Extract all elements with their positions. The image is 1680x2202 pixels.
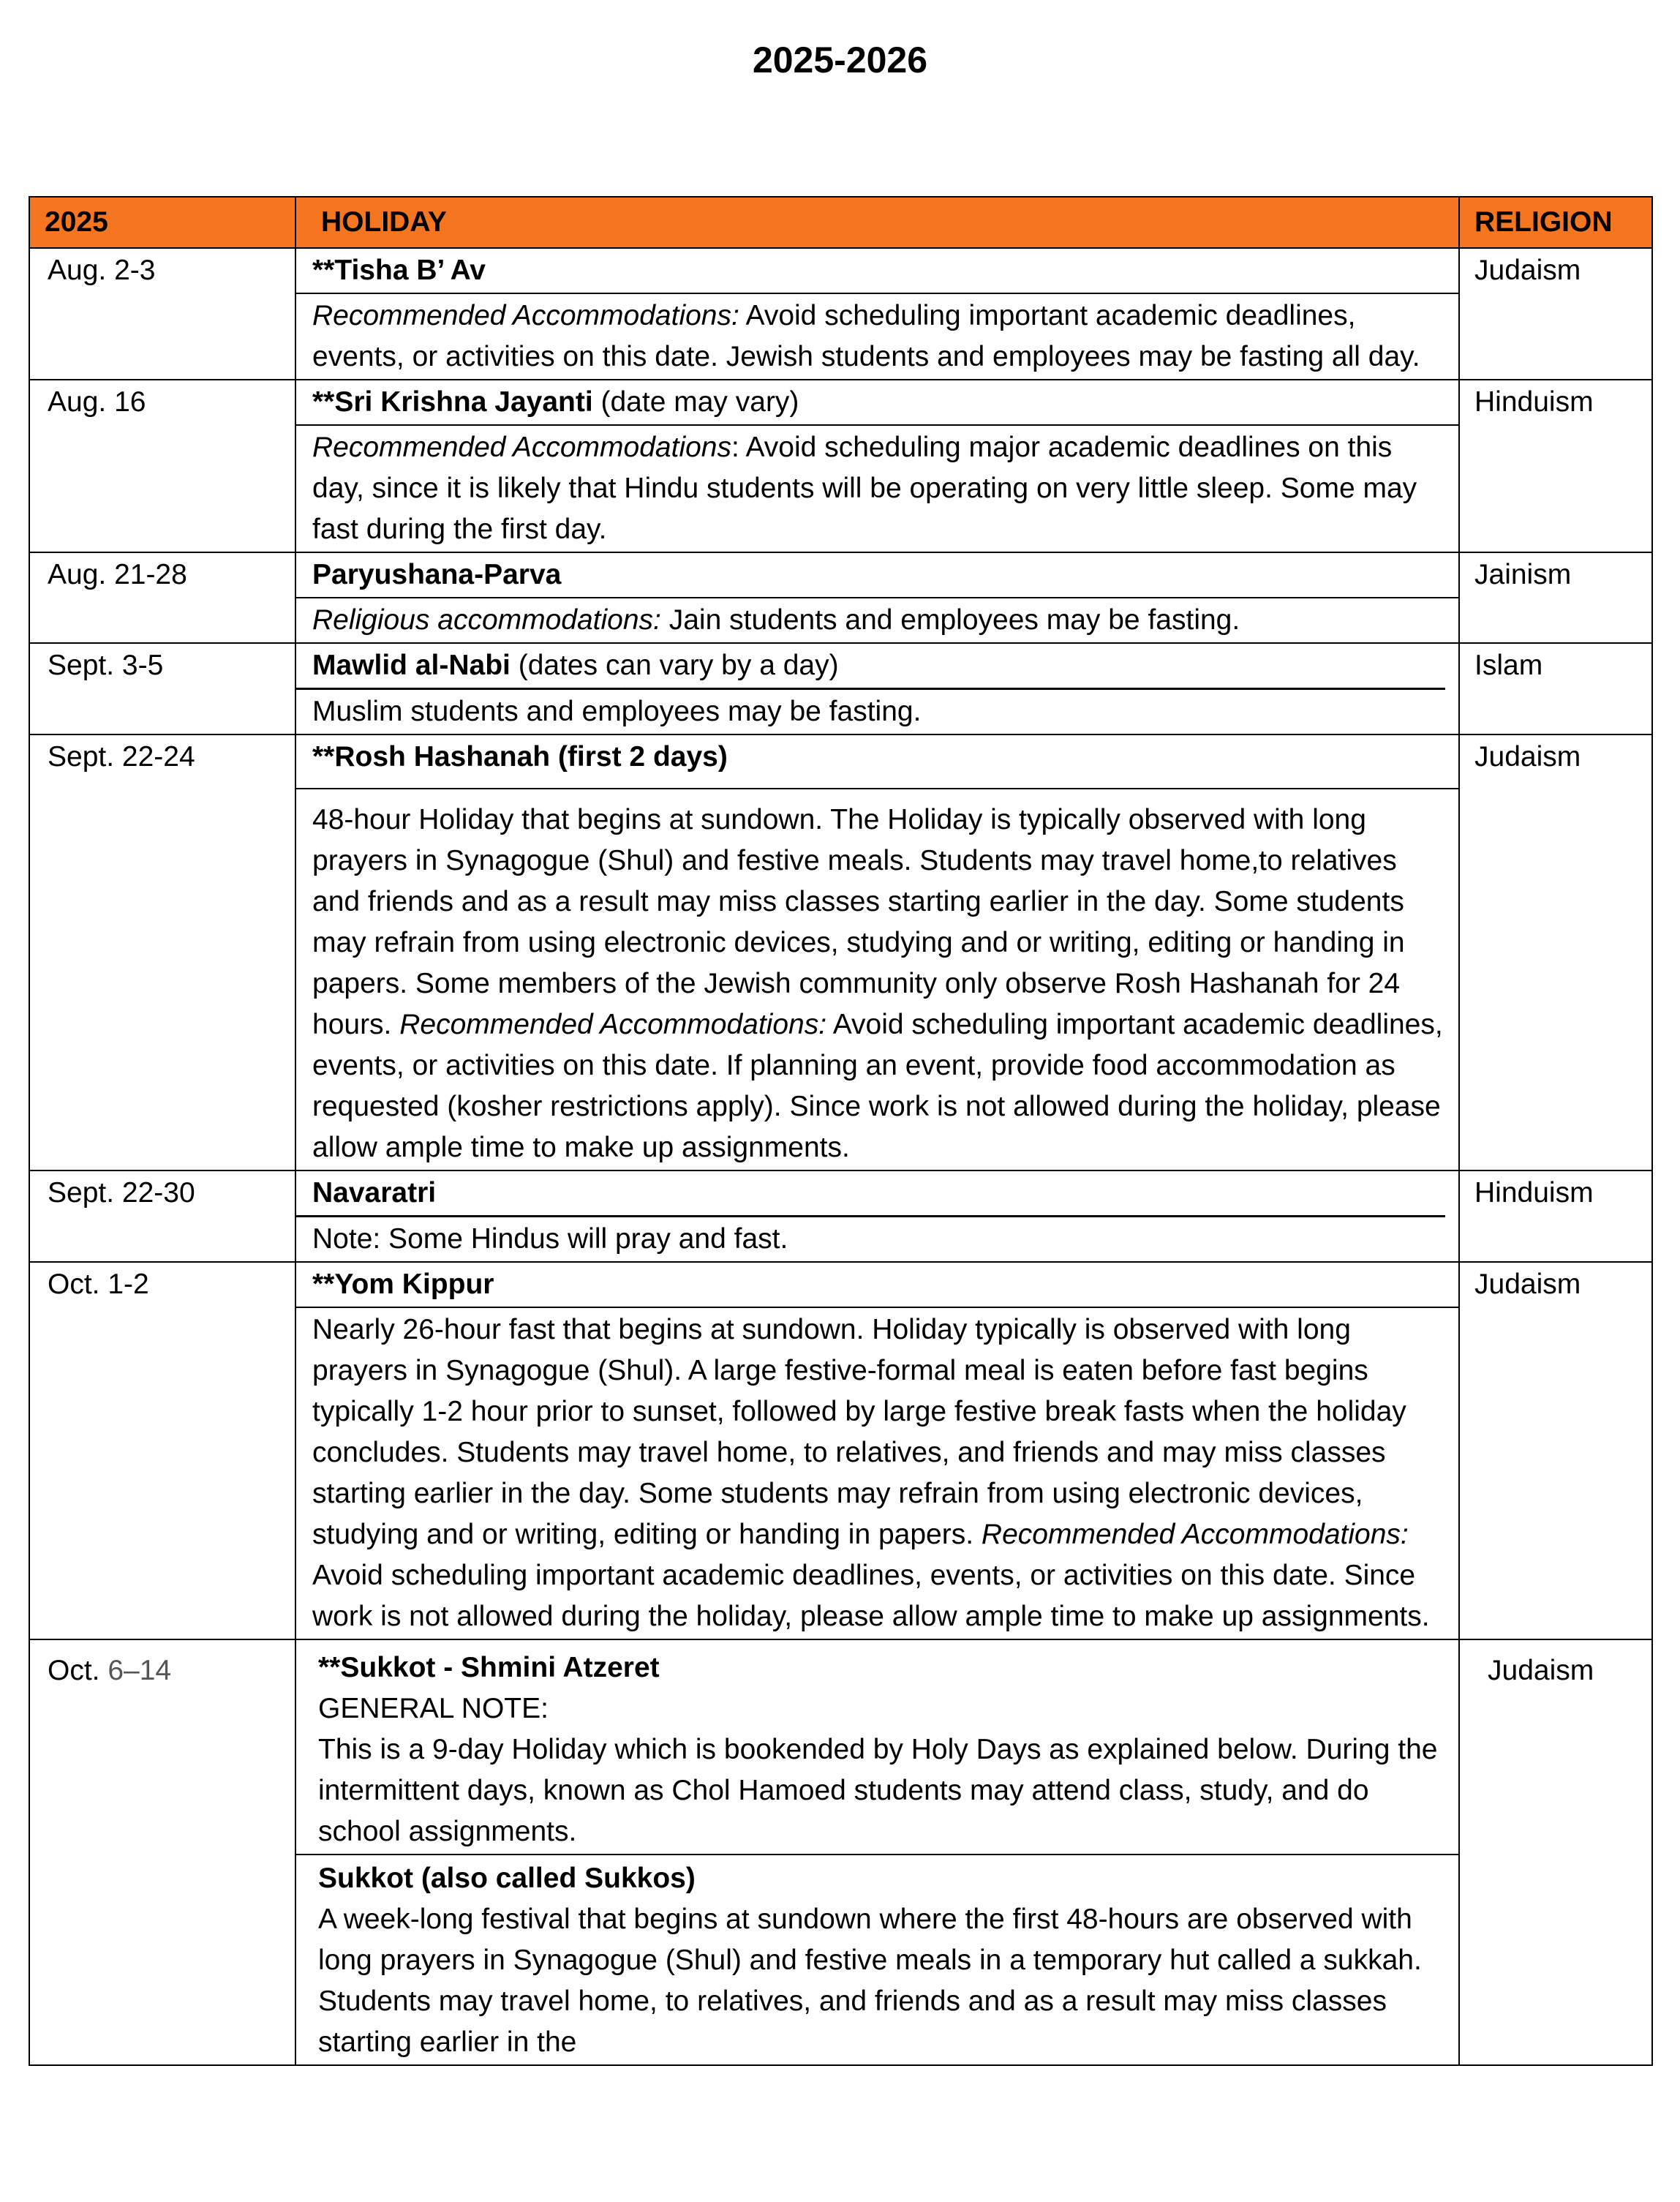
table-row	[29, 380, 1652, 552]
date-cell: Sept. 3-5	[29, 643, 295, 734]
holiday-description: Muslim students and employees may be fasting.	[312, 696, 922, 727]
table-row	[29, 552, 1652, 643]
holiday-title: **Sri Krishna Jayanti (date may vary)	[296, 380, 1458, 426]
religion-cell: Hinduism	[1459, 1170, 1652, 1262]
holiday-cell	[295, 643, 1459, 734]
religion-cell: Islam	[1459, 643, 1652, 734]
header-date: 2025	[29, 197, 295, 248]
holiday-cell	[295, 1170, 1459, 1262]
holiday-cell	[295, 248, 1459, 380]
header-religion: RELIGION	[1459, 197, 1652, 248]
holiday-description: Recommended Accommodations: Avoid scheduling important academic deadlines, events, or activities on this date. Jewish students and employees may be fasting all day.	[312, 300, 1420, 372]
holiday-description: Nearly 26-hour fast that begins at sundown. Holiday typically is observed with long prayers in Synagogue (Shul). A large festive-formal meal is eaten before fast begins typically 1-2 hour prior to sunset, followed by large festive break fasts when the holiday concludes. Students may travel home, to relatives, and friends and may miss classes starting earlier in the day. Some students may refrain from using electronic devices, studying and or writing, editing or handing in papers. Recommended Accommodations: Avoid scheduling important academic deadlines, events, or activities on this date. Since work is not allowed during the holiday, please allow ample time to make up assignments.	[312, 1314, 1430, 1632]
holiday-title: **Rosh Hashanah (first 2 days)	[296, 735, 1458, 789]
date-cell: Aug. 16	[29, 380, 295, 552]
holiday-table	[29, 196, 1653, 2066]
table-header-row	[29, 197, 1652, 248]
holiday-title: **Tisha B’ Av	[296, 249, 1458, 294]
holiday-title: Paryushana-Parva	[296, 553, 1458, 598]
date-cell: Aug. 2-3	[29, 248, 295, 380]
holiday-sub-block	[296, 1855, 1458, 2064]
religion-cell: Judaism	[1459, 734, 1652, 1170]
holiday-description: Religious accommodations: Jain students and employees may be fasting.	[312, 604, 1240, 636]
general-note-text: This is a 9-day Holiday which is bookended by Holy Days as explained below. During the intermittent days, known as Chol Hamoed students may attend class, study, and do school assignments.	[318, 1734, 1438, 1847]
holiday-description: Recommended Accommodations: Avoid scheduling major academic deadlines on this day, since it is likely that Hindu students will be operating on very little sleep. Some may fast during the first day.	[312, 432, 1417, 545]
holiday-general-block	[296, 1640, 1458, 1855]
holiday-title: **Yom Kippur	[296, 1263, 1458, 1308]
holiday-cell	[295, 734, 1459, 1170]
holiday-title: **Sukkot - Shmini Atzeret	[318, 1652, 660, 1683]
holiday-cell	[295, 1262, 1459, 1639]
header-holiday: HOLIDAY	[295, 197, 1459, 248]
holiday-cell	[295, 1639, 1459, 2065]
holiday-cell	[295, 552, 1459, 643]
general-note-label: GENERAL NOTE:	[318, 1693, 549, 1724]
holiday-description: Note: Some Hindus will pray and fast.	[312, 1223, 788, 1255]
date-cell: Aug. 21-28	[29, 552, 295, 643]
religion-cell: Jainism	[1459, 552, 1652, 643]
table-row	[29, 1170, 1652, 1262]
sub-holiday-title: Sukkot (also called Sukkos)	[318, 1863, 696, 1894]
religion-cell: Judaism	[1459, 1262, 1652, 1639]
date-cell: Sept. 22-30	[29, 1170, 295, 1262]
date-cell: Oct. 6–14	[29, 1639, 295, 2065]
table-row	[29, 1262, 1652, 1639]
holiday-description: 48-hour Holiday that begins at sundown. The Holiday is typically observed with long prayers in Synagogue (Shul) and festive meals. Students may travel home,to relatives and friends and as a result may miss classes starting earlier in the day. Some students may refrain from using electronic devices, studying and or writing, editing or handing in papers. Some members of the Jewish community only observe Rosh Hashanah for 24 hours. Recommended Accommodations: Avoid scheduling important academic deadlines, events, or activities on this date. If planning an event, provide food accommodation as requested (kosher restrictions apply). Since work is not allowed during the holiday, please allow ample time to make up assignments.	[312, 804, 1443, 1163]
table-row	[29, 643, 1652, 734]
religion-cell: Hinduism	[1459, 380, 1652, 552]
table-row	[29, 734, 1652, 1170]
document-title: 2025-2026	[752, 40, 928, 80]
religion-cell: Judaism	[1459, 1639, 1652, 2065]
holiday-cell	[295, 380, 1459, 552]
table-row	[29, 248, 1652, 380]
date-cell: Sept. 22-24	[29, 734, 295, 1170]
holiday-title: Navaratri	[296, 1171, 1445, 1217]
date-cell: Oct. 1-2	[29, 1262, 295, 1639]
holiday-title: Mawlid al-Nabi (dates can vary by a day)	[296, 644, 1445, 690]
sub-holiday-text: A week-long festival that begins at sundown where the first 48-hours are observed with long prayers in Synagogue (Shul) and festive meals in a temporary hut called a sukkah. Students may travel home, to relatives, and friends and as a result may miss classes starting earlier in the	[318, 1904, 1422, 2058]
table-row	[29, 1639, 1652, 2065]
religion-cell: Judaism	[1459, 248, 1652, 380]
